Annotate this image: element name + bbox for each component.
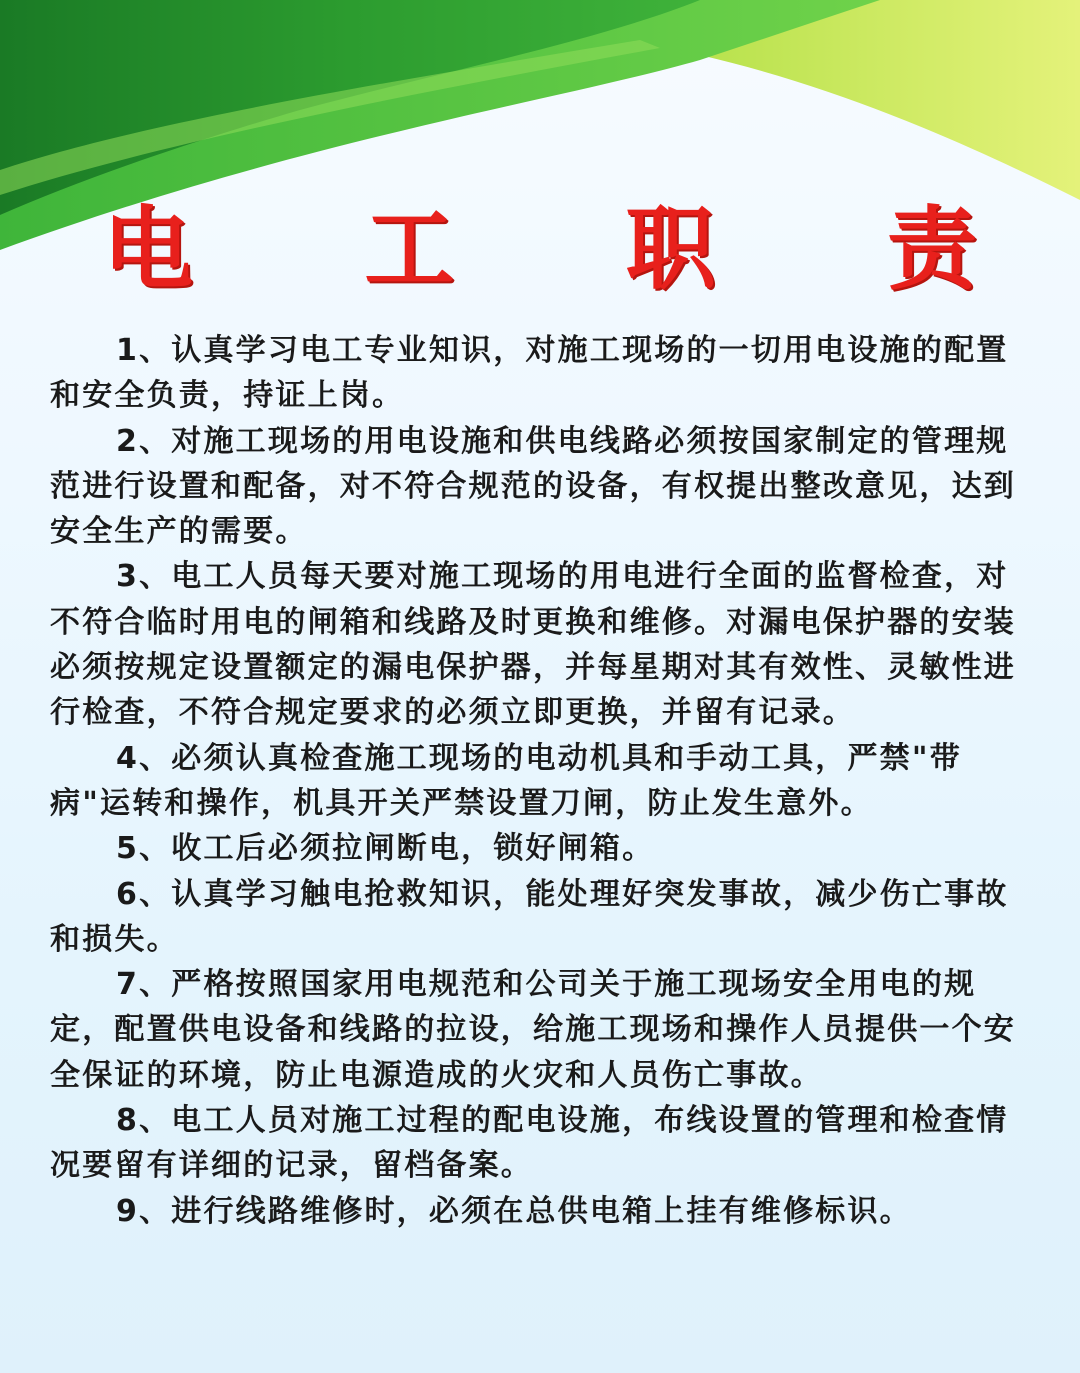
duty-list [50,328,1025,1234]
list-item: 5、收工后必须拉闸断电，锁好闸箱。 [116,831,655,867]
list-item: 2、对施工现场的用电设施和供电线路必须按国家制定的管理规范进行设置和配备，对不符合规范的设备，有权提出整改意见，达到安全生产的需要。 [50,423,1016,550]
list-item: 7、严格按照国家用电规范和公司关于施工现场安全用电的规定，配置供电设备和线路的拉设，给施工现场和操作人员提供一个安全保证的环境，防止电源造成的火灾和人员伤亡事故。 [50,967,1016,1093]
list-item: 3、电工人员每天要对施工现场的用电进行全面的监督检查，对不符合临时用电的闸箱和线路及时更换和维修。对漏电保护器的安装必须按规定设置额定的漏电保护器，并每星期对其有效性、灵敏性进行检查，不符合规定要求的必须立即更换，并留有记录。 [50,559,1016,731]
list-item: 4、必须认真检查施工现场的电动机具和手动工具，严禁"带病"运转和操作，机具开关严禁设置刀闸，防止发生意外。 [50,740,962,821]
page-title: 电 工 职 责 [103,197,1047,302]
list-item: 9、进行线路维修时，必须在总供电箱上挂有维修标识。 [116,1193,912,1229]
list-item: 1、认真学习电工专业知识，对施工现场的一切用电设施的配置和安全负责，持证上岗。 [50,333,1009,414]
list-item: 6、认真学习触电抢救知识，能处理好突发事故，减少伤亡事故和损失。 [50,876,1009,957]
list-item: 8、电工人员对施工过程的配电设施，布线设置的管理和检查情况要留有详细的记录，留档备案。 [50,1103,1009,1184]
